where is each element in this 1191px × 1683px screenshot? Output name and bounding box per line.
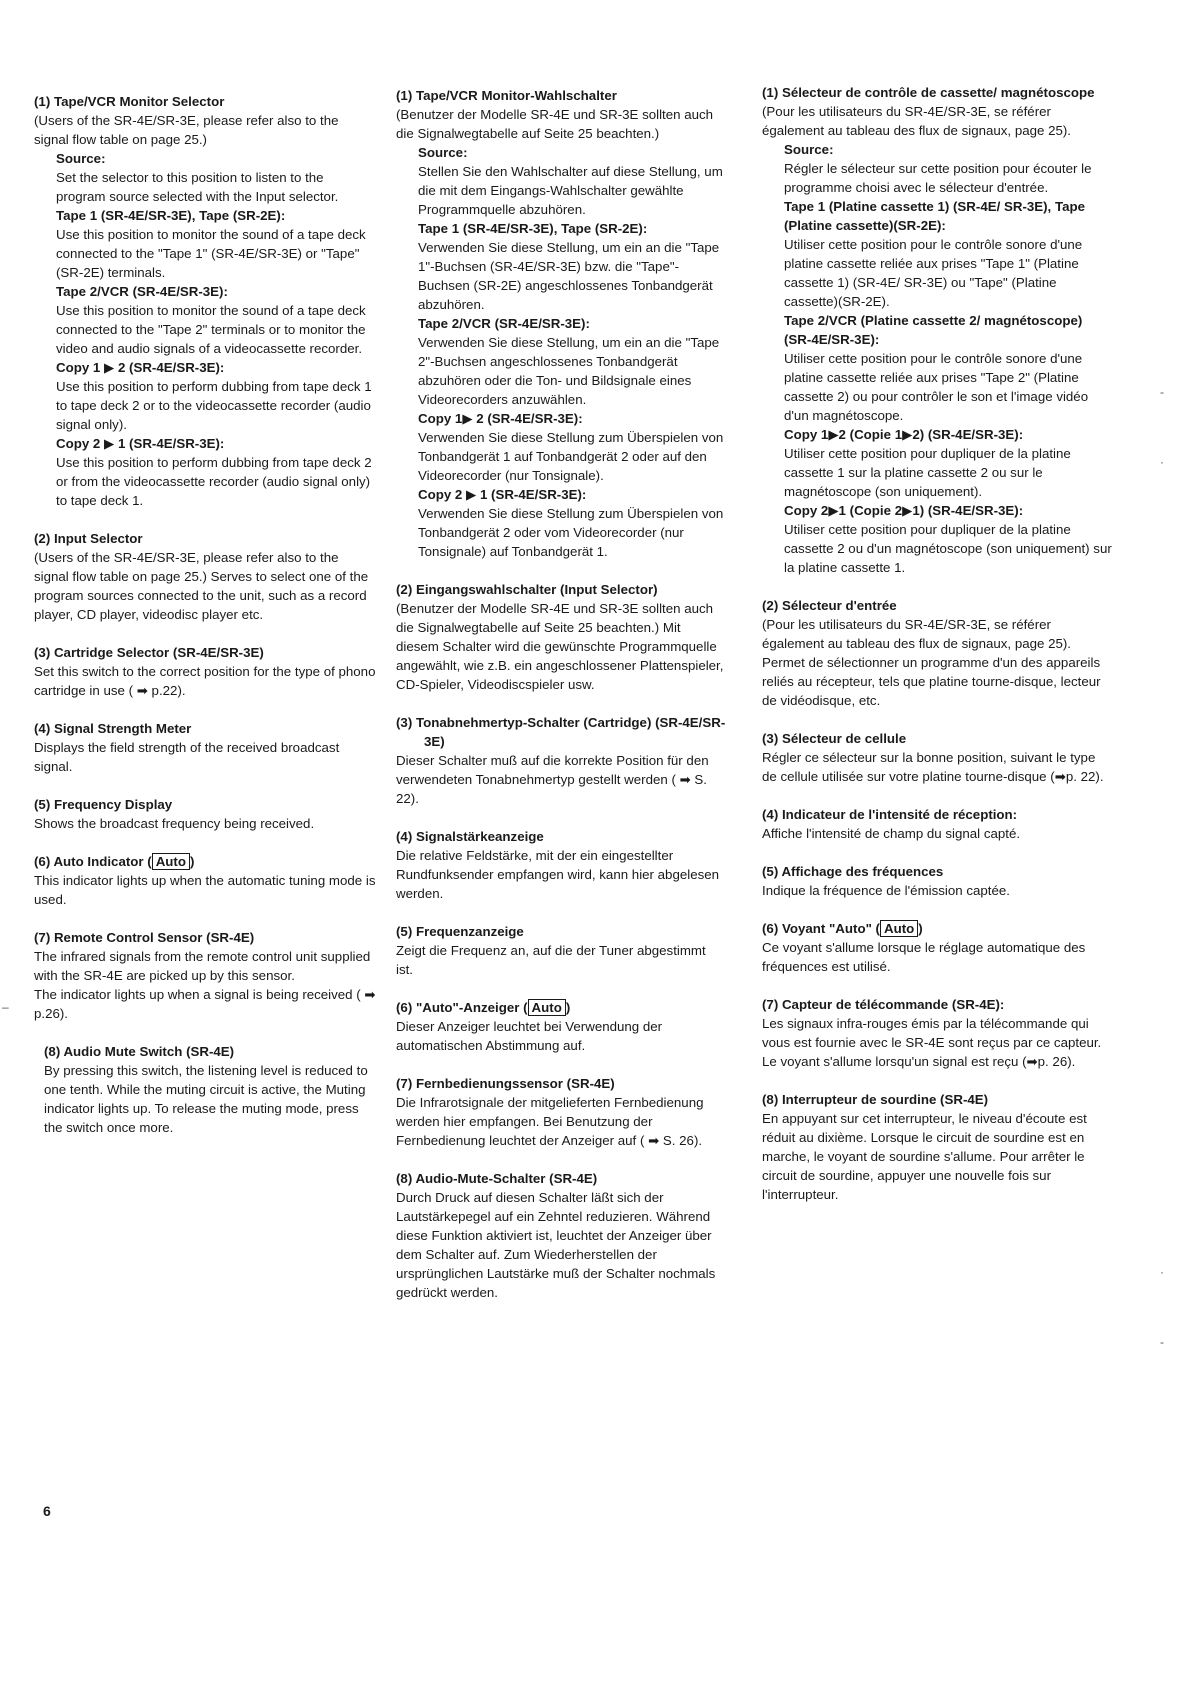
de-s1-item-3-title: Tape 2/VCR (SR-4E/SR-3E): [418,316,590,331]
en-section-6 [34,852,376,909]
auto-indicator-box: Auto [880,920,918,937]
fr-s1-item-3-title: Tape 2/VCR (Platine cassette 2/ magnétoscope) (SR-4E/SR-3E): [784,313,1083,347]
fr-s6-heading [762,919,1112,938]
fr-s6-heading-pre: (6) Voyant "Auto" ( [762,921,880,936]
fr-s1-intro: (Pour les utilisateurs du SR-4E/SR-3E, se référer également au tableau des flux de signaux, page 25). [762,104,1072,138]
en-s2-text: (Users of the SR-4E/SR-3E, please refer also to the signal flow table on page 25.) Serves to select one of the program sources connected to the unit, such as a record player, CD player, videodisc player etc. [34,550,369,622]
en-s5-text: Shows the broadcast frequency being received. [34,816,315,831]
en-s1-item-1-text: Set the selector to this position to listen to the program source selected with the Input selector. [56,170,339,204]
en-s8-text: By pressing this switch, the listening level is reduced to one tenth. While the muting circuit is active, the Muting indicator lights up. To release the muting mode, press the switch once more. [44,1063,368,1135]
fr-s8-heading: (8) Interrupteur de sourdine (SR-4E) [762,1092,989,1107]
en-s1-intro: (Users of the SR-4E/SR-3E, please refer also to the signal flow table on page 25.) [34,113,339,147]
en-s6-heading-pre: (6) Auto Indicator ( [34,854,152,869]
en-s1-item-5-text: Use this position to perform dubbing from tape deck 2 or from the videocassette recorder (audio signal only) to tape deck 1. [56,455,372,508]
de-s4-heading: (4) Signalstärkeanzeige [396,829,544,844]
de-s1-item-5-title: Copy 2 ▶ 1 (SR-4E/SR-3E): [418,487,587,502]
en-s1-item-4-title: Copy 1 ▶ 2 (SR-4E/SR-3E): [56,360,225,375]
fr-s5-heading: (5) Affichage des fréquences [762,864,944,879]
en-s8-heading: (8) Audio Mute Switch (SR-4E) [44,1044,235,1059]
fr-s7-text: Les signaux infra-rouges émis par la télécommande qui vous est fournie avec le SR-4E sont reçus par ce capteur. Le voyant s'allume lorsqu'un signal est reçu (➡p. 26). [762,1016,1102,1069]
fr-s2-text-1: (Pour les utilisateurs du SR-4E/SR-3E, se référer également au tableau des flux de signaux, page 25). [762,617,1072,651]
en-s7-heading: (7) Remote Control Sensor (SR-4E) [34,930,255,945]
en-s6-heading-post: ) [189,854,195,869]
fr-section-1 [762,83,1112,577]
de-section-8 [396,1169,726,1302]
de-s1-items [396,143,726,561]
fr-s3-heading: (3) Sélecteur de cellule [762,731,907,746]
de-section-2 [396,580,726,694]
en-section-5 [34,795,376,833]
fr-s1-item-2-text: Utiliser cette position pour le contrôle sonore d'une platine cassette reliée aux prises "Tape 1" (Platine cassette 1) (SR-4E/ SR-3E) ou "Tape" (Platine cassette)(SR-2E). [784,237,1083,309]
de-s3-text: Dieser Schalter muß auf die korrekte Position für den verwendeten Tonabnehmertyp gestellt werden ( ➡ S. 22). [396,753,709,806]
de-section-3 [396,713,726,808]
en-s7-text-1: The infrared signals from the remote control unit supplied with the SR-4E are picked up by this sensor. [34,949,371,983]
en-s1-item-3-text: Use this position to monitor the sound of a tape deck connected to the "Tape 2" terminals or to monitor the video and audio signals of a videocassette recorder. [56,303,366,356]
margin-mark: – [2,1000,9,1014]
fr-s7-heading: (7) Capteur de télécommande (SR-4E): [762,997,1005,1012]
fr-s1-item-5-text: Utiliser cette position pour dupliquer de la platine cassette 2 ou d'un magnétoscope (son uniquement) sur la platine cassette 1. [784,522,1112,575]
en-s1-heading: (1) Tape/VCR Monitor Selector [34,94,225,109]
de-section-1 [396,86,726,561]
de-s5-text: Zeigt die Frequenz an, auf die der Tuner abgestimmt ist. [396,943,706,977]
de-s4-text: Die relative Feldstärke, mit der ein eingestellter Rundfunksender empfangen wird, kann hier abgelesen werden. [396,848,720,901]
fr-section-6 [762,919,1112,976]
fr-s1-heading: (1) Sélecteur de contrôle de cassette/ magnétoscope [762,85,1095,100]
en-s6-heading [34,852,376,871]
de-s2-text: (Benutzer der Modelle SR-4E und SR-3E sollten auch die Signalwegtabelle auf Seite 25 beachten.) Mit diesem Schalter wird die gewünschte Programmquelle angewählt, wie z.B. ein angeschlossener Plattenspieler, CD-Spieler, Videodiscspieler usw. [396,601,724,692]
english-column [34,92,376,1156]
en-s3-text: Set this switch to the correct position for the type of phono cartridge in use ( ➡ p.22). [34,664,376,698]
auto-indicator-box: Auto [528,999,566,1016]
fr-s8-text: En appuyant sur cet interrupteur, le niveau d'écoute est réduit au dixième. Lorsque le circuit de sourdine est en marche, le voyant de sourdine s'allume. Pour arrêter le circuit de sourdine, appuyer une nouvelle fois sur l'interrupteur. [762,1111,1087,1202]
en-s7-text-2: The indicator lights up when a signal is being received ( ➡ p.26). [34,987,376,1021]
en-section-2 [34,529,376,624]
fr-s6-text: Ce voyant s'allume lorsque le réglage automatique des fréquences est utilisé. [762,940,1086,974]
de-s1-item-4-text: Verwenden Sie diese Stellung zum Überspielen von Tonbandgerät 1 auf Tonbandgerät 2 oder auf den Videorecorder (nur Tonsignale). [418,430,724,483]
de-s1-item-4-title: Copy 1▶ 2 (SR-4E/SR-3E): [418,411,583,426]
en-s1-item-2-title: Tape 1 (SR-4E/SR-3E), Tape (SR-2E): [56,208,286,223]
de-s6-heading-pre: (6) "Auto"-Anzeiger ( [396,1000,528,1015]
en-section-1 [34,92,376,510]
de-s1-item-1-text: Stellen Sie den Wahlschalter auf diese Stellung, um die mit dem Eingangs-Wahlschalter gewählte Programmquelle abzuhören. [418,164,723,217]
de-s1-intro: (Benutzer der Modelle SR-4E und SR-3E sollten auch die Signalwegtabelle auf Seite 25 beachten.) [396,107,714,141]
german-column [396,86,726,1321]
fr-section-5 [762,862,1112,900]
en-s5-heading: (5) Frequency Display [34,797,173,812]
de-s2-heading: (2) Eingangswahlschalter (Input Selector) [396,582,658,597]
french-column [762,83,1112,1223]
fr-s1-item-3-text: Utiliser cette position pour le contrôle sonore d'une platine cassette reliée aux prises "Tape 2" (Platine cassette 2) ou pour contrôler le son et l'image vidéo d'un magnétoscope. [784,351,1089,423]
de-s1-item-5-text: Verwenden Sie diese Stellung zum Überspielen von Tonbandgerät 2 oder vom Videorecorder (nur Tonsignale) auf Tonbandgerät 1. [418,506,724,559]
de-s8-heading: (8) Audio-Mute-Schalter (SR-4E) [396,1171,598,1186]
margin-mark: - [1160,385,1164,399]
de-s7-heading: (7) Fernbedienungssensor (SR-4E) [396,1076,615,1091]
fr-section-3 [762,729,1112,786]
fr-s1-item-1-title: Source: [784,142,834,157]
de-section-7 [396,1074,726,1150]
margin-mark: · [1160,1265,1164,1279]
de-s8-text: Durch Druck auf diesen Schalter läßt sich der Lautstärkepegel auf ein Zehntel reduzieren. Während diese Funktion aktiviert ist, leuchtet der Anzeiger über dem Schalter auf. Zum Wiederherstellen der ursprünglichen Lautstärke muß der Schalter nochmals gedrückt werden. [396,1190,716,1300]
en-s1-item-5-title: Copy 2 ▶ 1 (SR-4E/SR-3E): [56,436,225,451]
de-section-5 [396,922,726,979]
de-s6-heading [396,998,726,1017]
en-section-8 [34,1042,376,1137]
de-s1-item-2-title: Tape 1 (SR-4E/SR-3E), Tape (SR-2E): [418,221,648,236]
en-section-4 [34,719,376,776]
de-s7-text: Die Infrarotsignale der mitgelieferten Fernbedienung werden hier empfangen. Bei Benutzung der Fernbedienung leuchtet der Anzeiger auf ( ➡ S. 26). [396,1095,704,1148]
en-s6-text: This indicator lights up when the automatic tuning mode is used. [34,873,376,907]
de-s6-heading-post: ) [565,1000,571,1015]
fr-s1-items [762,140,1112,577]
fr-s1-item-4-text: Utiliser cette position pour dupliquer de la platine cassette 1 sur la platine cassette 2 ou sur le magnétoscope (son uniquement). [784,446,1071,499]
fr-s4-heading: (4) Indicateur de l'intensité de réception: [762,807,1018,822]
margin-mark: - [1160,1335,1164,1349]
margin-mark: · [1160,455,1164,469]
de-s1-item-1-title: Source: [418,145,468,160]
page-number: 6 [43,1503,51,1519]
fr-s6-heading-post: ) [918,921,923,936]
en-s4-heading: (4) Signal Strength Meter [34,721,192,736]
en-s4-text: Displays the field strength of the received broadcast signal. [34,740,340,774]
en-section-3 [34,643,376,700]
fr-s1-item-5-title: Copy 2▶1 (Copie 2▶1) (SR-4E/SR-3E): [784,503,1024,518]
en-s1-item-1-title: Source: [56,151,106,166]
en-s1-item-4-text: Use this position to perform dubbing from tape deck 1 to tape deck 2 or to the videocassette recorder (audio signal only). [56,379,372,432]
de-s6-text: Dieser Anzeiger leuchtet bei Verwendung der automatischen Abstimmung auf. [396,1019,663,1053]
fr-s3-text: Régler ce sélecteur sur la bonne position, suivant le type de cellule utilisée sur votre platine tourne-disque (➡p. 22). [762,750,1104,784]
de-s1-item-2-text: Verwenden Sie diese Stellung, um ein an die "Tape 1"-Buchsen (SR-4E/SR-3E) bzw. die "Tape"-Buchsen (SR-2E) angeschlossenes Tonbandgerät abzuhören. [418,240,720,312]
auto-indicator-box: Auto [152,853,190,870]
fr-section-8 [762,1090,1112,1204]
en-s3-heading: (3) Cartridge Selector (SR-4E/SR-3E) [34,645,264,660]
fr-s2-text-2: Permet de sélectionner un programme d'un des appareils reliés au récepteur, tels que platine tourne-disque, lecteur de vidéodisque, etc. [762,655,1101,708]
fr-s1-item-2-title: Tape 1 (Platine cassette 1) (SR-4E/ SR-3E), Tape (Platine cassette)(SR-2E): [784,199,1085,233]
fr-s2-heading: (2) Sélecteur d'entrée [762,598,897,613]
fr-s5-text: Indique la fréquence de l'émission captée. [762,883,1010,898]
en-s1-item-2-text: Use this position to monitor the sound of a tape deck connected to the "Tape 1" (SR-4E/SR-3E) or "Tape" (SR-2E) terminals. [56,227,366,280]
fr-s4-text: Affiche l'intensité de champ du signal capté. [762,826,1021,841]
en-section-7 [34,928,376,1023]
de-section-6 [396,998,726,1055]
en-s2-heading: (2) Input Selector [34,531,143,546]
en-s1-item-3-title: Tape 2/VCR (SR-4E/SR-3E): [56,284,228,299]
fr-section-7 [762,995,1112,1071]
de-s3-heading: (3) Tonabnehmertyp-Schalter (Cartridge) (SR-4E/SR-3E) [396,715,726,749]
de-s1-heading: (1) Tape/VCR Monitor-Wahlschalter [396,88,617,103]
fr-section-4 [762,805,1112,843]
fr-s1-item-1-text: Régler le sélecteur sur cette position pour écouter le programme choisi avec le sélecteur d'entrée. [784,161,1092,195]
fr-s1-item-4-title: Copy 1▶2 (Copie 1▶2) (SR-4E/SR-3E): [784,427,1024,442]
de-s1-item-3-text: Verwenden Sie diese Stellung, um ein an die "Tape 2"-Buchsen angeschlossenes Tonbandgerät abzuhören oder die Ton- und Bildsignale eines Videorecorders anzuwählen. [418,335,720,407]
de-section-4 [396,827,726,903]
de-s5-heading: (5) Frequenzanzeige [396,924,524,939]
en-s1-items [34,149,376,510]
fr-section-2 [762,596,1112,710]
